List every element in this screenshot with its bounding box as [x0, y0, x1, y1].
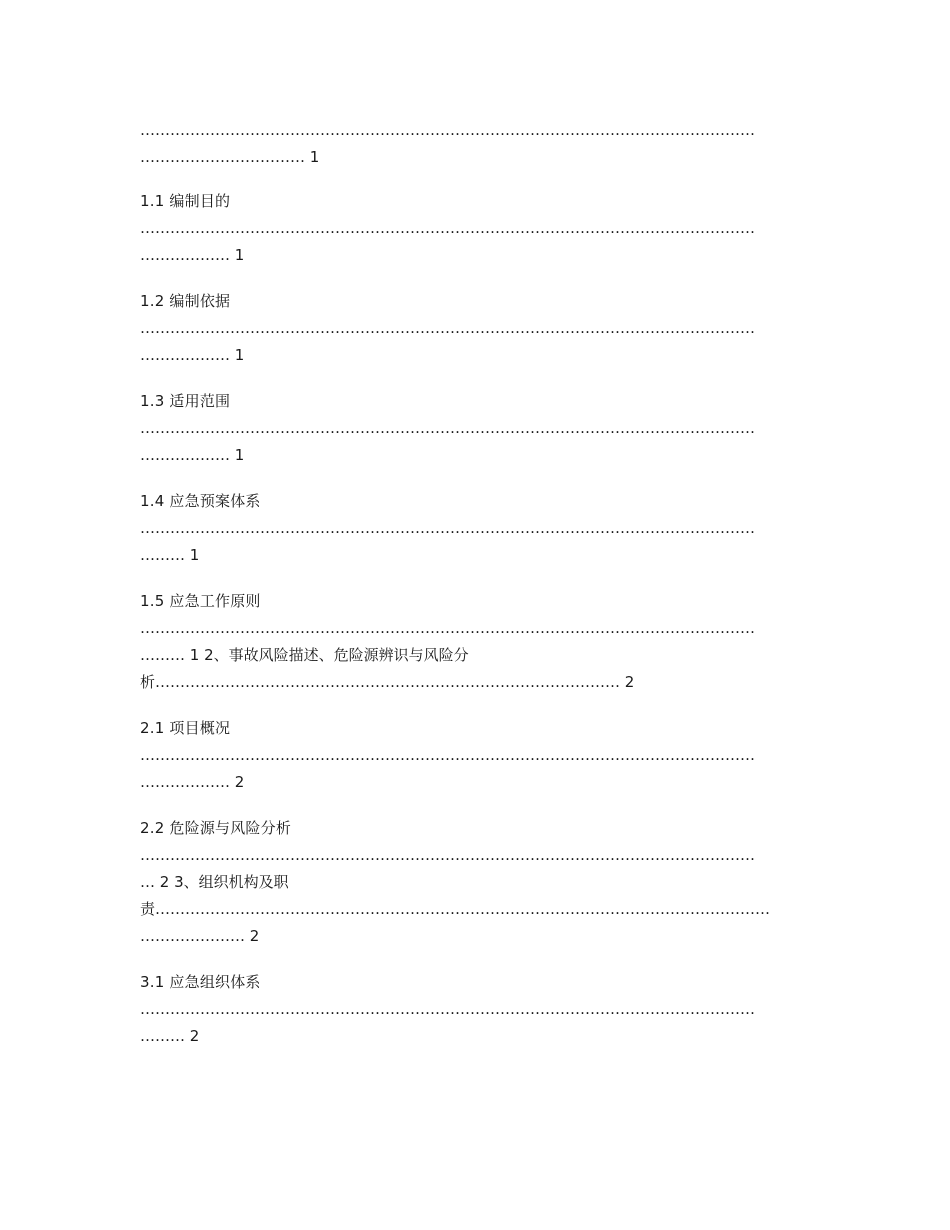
toc-title: 1.1 编制目的: [140, 192, 231, 210]
toc-entry-1-3: [140, 388, 810, 469]
toc-leader-line: ……………………………………………………………………………………………………………: [140, 846, 755, 864]
toc-entry-2-1: [140, 715, 810, 796]
toc-leader-line: ……………………………………………………………………………………………………………: [140, 219, 755, 237]
toc-leader-line: ……………………………………………………………………………………………………………: [140, 746, 755, 764]
toc-title: 2.1 项目概况: [140, 719, 231, 737]
toc-entry-2-2: [140, 815, 810, 950]
toc-page-number-line: ……………… 1: [140, 446, 245, 464]
toc-chapter-2-line: 析………………………………………………………………………………… 2: [140, 673, 635, 691]
toc-leader-line: ……………………………………………………………………………………………………………: [140, 619, 755, 637]
toc-entry-3-1: [140, 969, 810, 1050]
toc-entry-1-4: [140, 488, 810, 569]
toc-page-number-line: ……………… 1: [140, 246, 245, 264]
toc-title: 3.1 应急组织体系: [140, 973, 261, 991]
toc-leader-line: ……………………………………………………………………………………………………………: [140, 419, 755, 437]
toc-page-number-line: ……… 1: [140, 546, 200, 564]
toc-leader-line: 责……………………………………………………………………………………………………………: [140, 900, 771, 918]
toc-title: 1.3 适用范围: [140, 392, 231, 410]
toc-entry-1-5: [140, 588, 810, 696]
toc-title: 2.2 危险源与风险分析: [140, 819, 292, 837]
toc-entry-1-2: [140, 288, 810, 369]
toc-entry-1-1: [140, 188, 810, 269]
toc-page-number-line: ……… 1 2、事故风险描述、危险源辨识与风险分: [140, 646, 469, 664]
toc-leader-line: ……………………………………………………………………………………………………………: [140, 121, 755, 139]
toc-page-number-line: ……………… 2: [140, 773, 245, 791]
toc-chapter-3-line: … 2 3、组织机构及职: [140, 873, 289, 891]
toc-page-number-line: ……………… 1: [140, 346, 245, 364]
toc-page-number-line: ……… 2: [140, 1027, 200, 1045]
toc-page-number-line: ………………… 2: [140, 927, 260, 945]
toc-title: 1.4 应急预案体系: [140, 492, 261, 510]
toc-leader-line: ……………………………………………………………………………………………………………: [140, 519, 755, 537]
toc-entry-chapter-1: [140, 117, 810, 171]
toc-title: 1.2 编制依据: [140, 292, 231, 310]
toc-leader-line: ……………………………………………………………………………………………………………: [140, 319, 755, 337]
toc-title: 1.5 应急工作原则: [140, 592, 261, 610]
toc-leader-line: ……………………………………………………………………………………………………………: [140, 1000, 755, 1018]
toc-page-number-line: …………………………… 1: [140, 148, 320, 166]
